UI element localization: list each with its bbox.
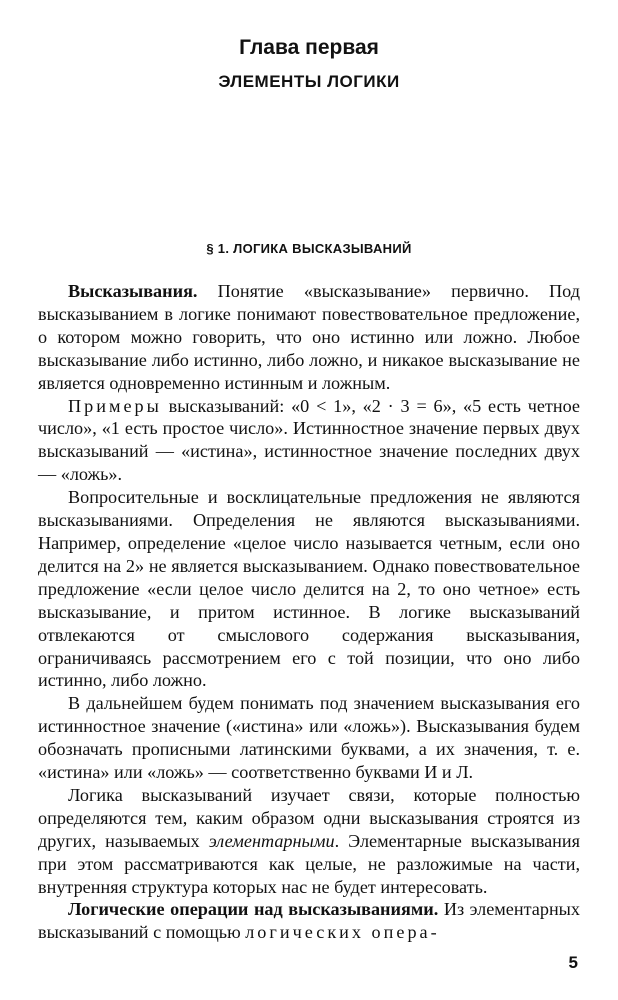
paragraph-text: Понятие «высказывание» первично. Под высказыванием в логике понимают повествовательное предложение, о котором можно говорить, что оно истинно или ложно. Любое высказывание либо истинно, либо ложно, и никакое высказывание не является одновременно истинным и ложным. <box>38 281 580 393</box>
paragraph-truth-value: В дальнейшем будем понимать под значением высказывания его истинностное значение («истина» или «ложь»). Высказывания будем обозначать прописными латинскими буквами, а их значения, т. е. «истина» или «ложь» — соответственно буквами И и Л. <box>38 693 580 783</box>
examples-spaced-word: Примеры <box>68 395 162 416</box>
paragraph-text: . Элементарные высказывания при этом рассматриваются как целые, не разложимые на части, внутренняя структура которых нас не будет интересовать. <box>38 830 581 897</box>
page-number: 5 <box>568 953 578 972</box>
body-text <box>38 280 580 944</box>
paragraph-text: Логика высказываний изучает связи, которые полностью определяются тем, каким образом одни высказывания строятся из других, называемых <box>38 784 580 851</box>
term-statements: Высказывания. <box>68 281 198 301</box>
spaced-phrase: логических опера- <box>245 922 440 943</box>
section-title: § 1. ЛОГИКА ВЫСКАЗЫВАНИЙ <box>206 241 412 256</box>
term-elementary: элементарными <box>208 830 335 851</box>
term-logical-operations: Логические операции над высказываниями. <box>68 899 439 920</box>
chapter-subtitle: ЭЛЕМЕНТЫ ЛОГИКИ <box>218 72 400 91</box>
paragraph-text: Из элементарных высказываний с помощью <box>38 899 580 943</box>
chapter-title: Глава первая <box>239 36 379 59</box>
paragraph-text: высказываний: «0 < 1», «2 · 3 = 6», «5 есть четное число», «1 есть простое число». Истинностное значение первых двух высказываний — «истина», истинностное значение последних двух — «ложь». <box>38 395 580 485</box>
paragraph-questions: Вопросительные и восклицательные предложения не являются высказываниями. Определения не являются высказываниями. Например, определение «целое число называется четным, если оно делится на 2» не является высказыванием. Однако повествовательное предложение «если целое число делится на 2, то оно четное» есть высказывание, и притом истинное. В логике высказываний отвлекаются от смыслового содержания высказывания, ограничиваясь рассмотрением его с той позиции, что оно либо истинно, либо ложно. <box>38 487 580 691</box>
paragraph-logical-operations <box>38 898 580 944</box>
paragraph-propositional-logic <box>38 784 580 899</box>
paragraph-statements <box>38 280 580 395</box>
paragraph-examples <box>38 395 580 487</box>
